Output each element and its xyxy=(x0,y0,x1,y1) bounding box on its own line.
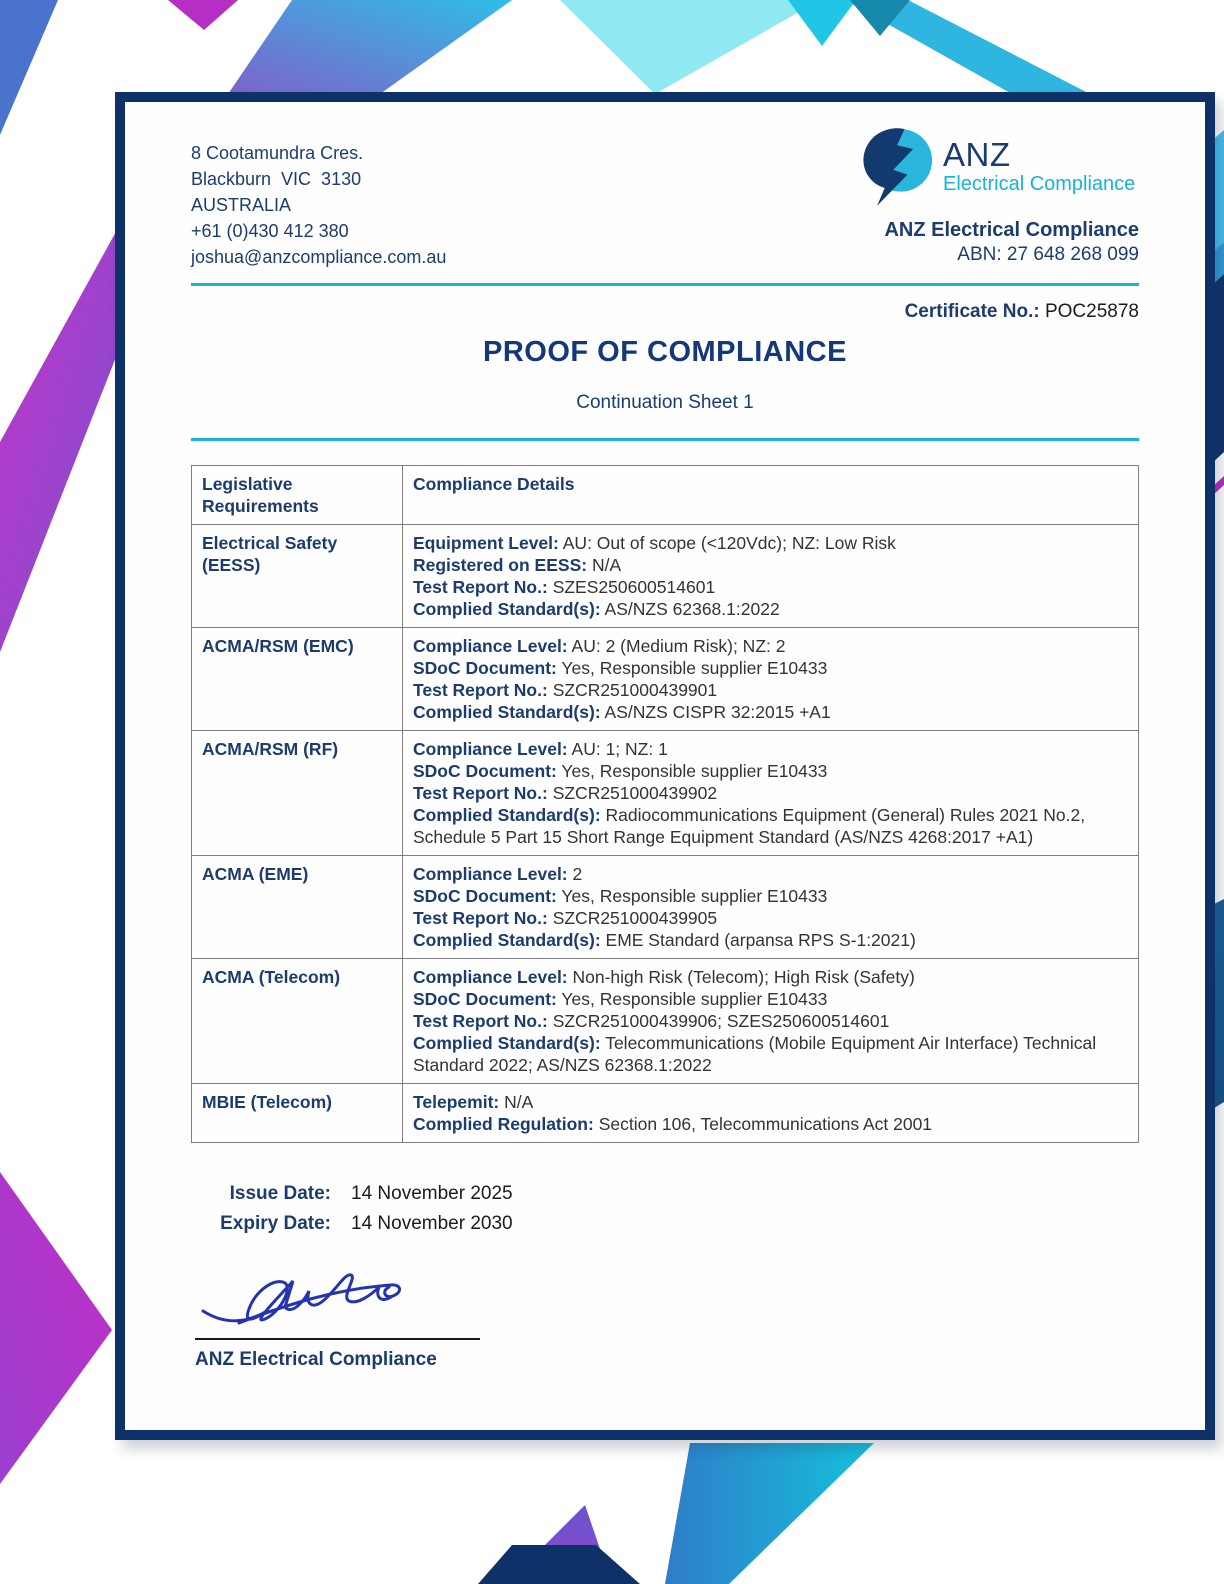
logo-subtitle-text: Electrical Compliance xyxy=(943,173,1136,195)
compliance-table xyxy=(191,465,1139,1143)
expiry-date-row xyxy=(191,1209,1139,1239)
address-line: joshua@anzcompliance.com.au xyxy=(191,247,447,267)
requirement-cell: ACMA (Telecom) xyxy=(192,959,403,1084)
detail-line: SDoC Document: Yes, Responsible supplier E10433 xyxy=(413,989,828,1009)
handwritten-signature-icon xyxy=(195,1261,445,1339)
detail-label: Complied Standard(s): xyxy=(413,805,601,825)
detail-line: Test Report No.: SZCR251000439902 xyxy=(413,783,718,803)
details-cell xyxy=(403,959,1139,1084)
detail-line: Test Report No.: SZCR251000439905 xyxy=(413,908,718,928)
issue-date-row xyxy=(191,1179,1139,1209)
detail-label: Compliance Level: xyxy=(413,636,568,656)
detail-label: Compliance Level: xyxy=(413,864,568,884)
table-header-row xyxy=(192,466,1139,525)
table-row xyxy=(192,959,1139,1084)
table-row xyxy=(192,628,1139,731)
detail-label: Compliance Level: xyxy=(413,967,568,987)
requirement-cell: Electrical Safety (EESS) xyxy=(192,525,403,628)
detail-line: Complied Standard(s): Radiocommunications Equipment (General) Rules 2021 No.2, Schedule 5 Part 15 Short Range Equipment Standard (AS/NZS 4268:2017 +A1) xyxy=(413,805,1086,847)
address-line: Blackburn VIC 3130 xyxy=(191,169,362,189)
header-divider xyxy=(191,283,1139,286)
detail-label: Complied Regulation: xyxy=(413,1114,594,1134)
detail-line: Compliance Level: AU: 2 (Medium Risk); NZ: 2 xyxy=(413,636,786,656)
detail-line: Test Report No.: SZCR251000439906; SZES250600514601 xyxy=(413,1011,890,1031)
requirement-cell: MBIE (Telecom) xyxy=(192,1084,403,1143)
detail-line: Telepemit: N/A xyxy=(413,1092,534,1112)
detail-line: Complied Standard(s): EME Standard (arpansa RPS S-1:2021) xyxy=(413,930,916,950)
detail-label: Registered on EESS: xyxy=(413,555,588,575)
detail-label: Telepemit: xyxy=(413,1092,500,1112)
expiry-date-label: Expiry Date: xyxy=(220,1213,331,1234)
column-header-compliance-details: Compliance Details xyxy=(403,466,1139,525)
detail-label: Complied Standard(s): xyxy=(413,930,601,950)
detail-label: SDoC Document: xyxy=(413,886,557,906)
expiry-date-value: 14 November 2030 xyxy=(351,1213,513,1234)
detail-line: Complied Standard(s): AS/NZS 62368.1:2022 xyxy=(413,599,780,619)
detail-line: SDoC Document: Yes, Responsible supplier E10433 xyxy=(413,658,828,678)
detail-line: Complied Regulation: Section 106, Telecommunications Act 2001 xyxy=(413,1114,933,1134)
table-row xyxy=(192,731,1139,856)
detail-label: Compliance Level: xyxy=(413,739,568,759)
detail-line: Compliance Level: 2 xyxy=(413,864,583,884)
detail-label: SDoC Document: xyxy=(413,989,557,1009)
detail-label: Test Report No.: xyxy=(413,783,548,803)
requirement-cell: ACMA (EME) xyxy=(192,856,403,959)
document-subtitle: Continuation Sheet 1 xyxy=(576,392,754,413)
detail-line: Compliance Level: Non-high Risk (Telecom); High Risk (Safety) xyxy=(413,967,915,987)
details-cell xyxy=(403,525,1139,628)
detail-line: Test Report No.: SZCR251000439901 xyxy=(413,680,718,700)
detail-label: SDoC Document: xyxy=(413,658,557,678)
details-cell xyxy=(403,731,1139,856)
detail-line: Registered on EESS: N/A xyxy=(413,555,622,575)
title-divider xyxy=(191,438,1139,441)
detail-line: SDoC Document: Yes, Responsible supplier E10433 xyxy=(413,761,828,781)
address-line: 8 Cootamundra Cres. xyxy=(191,143,364,163)
table-row xyxy=(192,525,1139,628)
issue-date-value: 14 November 2025 xyxy=(351,1183,513,1204)
detail-label: Test Report No.: xyxy=(413,908,548,928)
detail-line: Test Report No.: SZES250600514601 xyxy=(413,577,716,597)
lightning-bolt-logo-icon xyxy=(861,126,933,208)
detail-label: Complied Standard(s): xyxy=(413,702,601,722)
detail-line: Equipment Level: AU: Out of scope (<120Vdc); NZ: Low Risk xyxy=(413,533,896,553)
requirement-cell: ACMA/RSM (RF) xyxy=(192,731,403,856)
detail-line: SDoC Document: Yes, Responsible supplier E10433 xyxy=(413,886,828,906)
detail-label: Equipment Level: xyxy=(413,533,559,553)
address-line: AUSTRALIA xyxy=(191,195,292,215)
detail-label: Complied Standard(s): xyxy=(413,599,601,619)
details-cell xyxy=(403,856,1139,959)
requirement-cell: ACMA/RSM (EMC) xyxy=(192,628,403,731)
table-row xyxy=(192,1084,1139,1143)
address-line: +61 (0)430 412 380 xyxy=(191,221,349,241)
table-row xyxy=(192,856,1139,959)
details-cell xyxy=(403,1084,1139,1143)
compliance-table-body xyxy=(192,525,1139,1143)
detail-label: Test Report No.: xyxy=(413,577,548,597)
certificate-number-line xyxy=(191,301,1139,323)
company-logo-block xyxy=(839,126,1139,267)
certificate-number-value: POC25878 xyxy=(1044,301,1139,322)
column-header-legislative-requirements: Legislative Requirements xyxy=(192,466,403,525)
certificate-card xyxy=(115,92,1215,1440)
details-cell xyxy=(403,628,1139,731)
detail-label: SDoC Document: xyxy=(413,761,557,781)
detail-label: Test Report No.: xyxy=(413,1011,548,1031)
detail-line: Complied Standard(s): Telecommunications (Mobile Equipment Air Interface) Technical Standard 2022; AS/NZS 62368.1:2022 xyxy=(413,1033,1097,1075)
signatory-name: ANZ Electrical Compliance xyxy=(195,1349,437,1370)
document-title: PROOF OF COMPLIANCE xyxy=(483,336,847,368)
detail-line: Compliance Level: AU: 1; NZ: 1 xyxy=(413,739,668,759)
issue-date-label: Issue Date: xyxy=(229,1183,331,1204)
company-name: ANZ Electrical Compliance xyxy=(884,219,1139,241)
detail-line: Complied Standard(s): AS/NZS CISPR 32:2015 +A1 xyxy=(413,702,831,722)
logo-brand-text: ANZ xyxy=(943,136,1011,173)
detail-label: Complied Standard(s): xyxy=(413,1033,601,1053)
certificate-number-label: Certificate No.: xyxy=(904,301,1040,322)
signature-block xyxy=(195,1261,495,1371)
company-abn: ABN: 27 648 268 099 xyxy=(957,244,1139,265)
dates-block xyxy=(191,1179,1139,1239)
detail-label: Test Report No.: xyxy=(413,680,548,700)
